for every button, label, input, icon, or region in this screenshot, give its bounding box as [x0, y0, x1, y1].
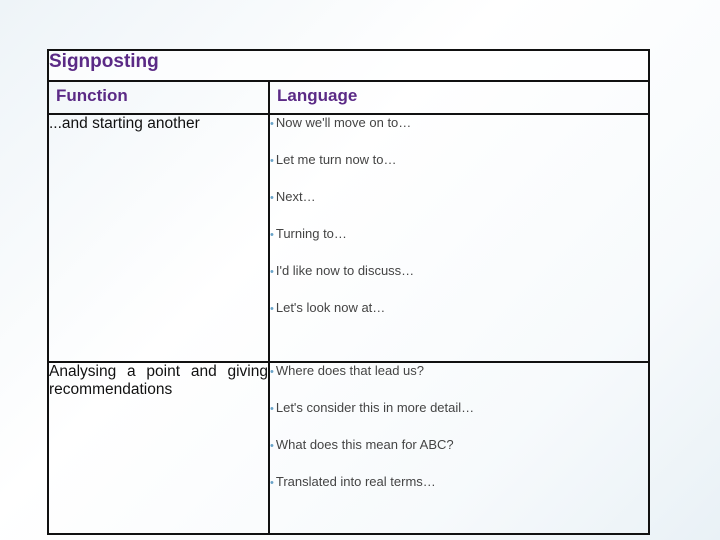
list-item: [270, 363, 648, 400]
item-text: I'd like now to discuss…: [275, 263, 415, 278]
item-text: Let me turn now to…: [275, 152, 397, 167]
bullet-icon: •: [270, 266, 274, 278]
bullet-icon: •: [270, 403, 274, 415]
list-item: [270, 152, 648, 189]
bullet-icon: •: [270, 366, 274, 378]
signposting-table: [47, 49, 650, 535]
language-cell: [269, 362, 649, 534]
list-item: [270, 474, 648, 511]
list-item: [270, 115, 648, 152]
item-text: Let's consider this in more detail…: [275, 400, 475, 415]
title-cell: [48, 50, 649, 81]
bullet-icon: •: [270, 192, 274, 204]
item-text: Now we'll move on to…: [275, 115, 412, 130]
function-header: Function: [56, 86, 128, 105]
list-item: [270, 189, 648, 226]
bullet-icon: •: [270, 229, 274, 241]
language-header: Language: [277, 86, 358, 105]
bullet-icon: •: [270, 477, 274, 489]
function-cell: Analysing a point and giving recommendations: [48, 362, 269, 534]
bullet-icon: •: [270, 118, 274, 130]
item-text: Next…: [275, 189, 316, 204]
bullet-icon: •: [270, 303, 274, 315]
header-row: [48, 81, 649, 114]
list-item: [270, 400, 648, 437]
table-row: [48, 362, 649, 534]
item-text: What does this mean for ABC?: [275, 437, 454, 452]
title-row: [48, 50, 649, 81]
language-header-cell: [269, 81, 649, 114]
list-item: [270, 437, 648, 474]
function-header-cell: [48, 81, 269, 114]
list-item: [270, 226, 648, 263]
item-text: Translated into real terms…: [275, 474, 436, 489]
language-cell: [269, 114, 649, 362]
item-text: Turning to…: [275, 226, 347, 241]
item-text: Let's look now at…: [275, 300, 386, 315]
function-cell: ...and starting another: [48, 114, 269, 362]
table-title: Signposting: [49, 51, 159, 72]
table-row: [48, 114, 649, 362]
list-item: [270, 300, 648, 337]
bullet-icon: •: [270, 155, 274, 167]
list-item: [270, 263, 648, 300]
bullet-icon: •: [270, 440, 274, 452]
item-text: Where does that lead us?: [275, 363, 425, 378]
